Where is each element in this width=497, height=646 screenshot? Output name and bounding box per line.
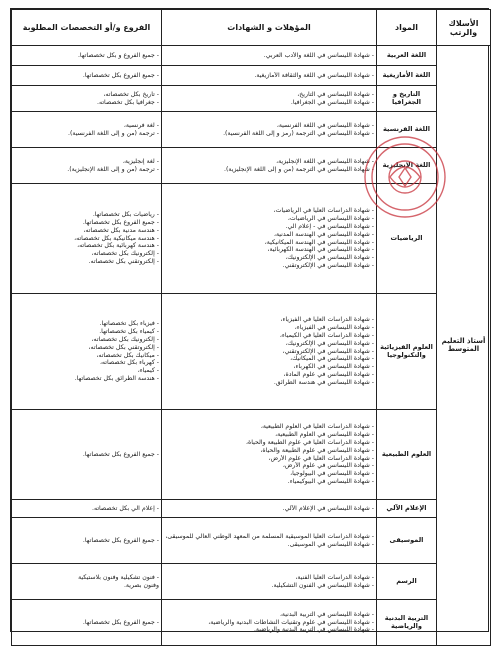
specialties-cell [12,46,162,66]
qualifications-cell [162,66,377,86]
specialty-item: - ترجمة (من و إلى اللغة الإنجليزية). [67,165,159,173]
specialty-item: - تاريخ بكل تخصصاته، [103,90,159,98]
specialties-cell [12,410,162,500]
subject-cell: التاريخ و الجغرافيا [377,86,437,112]
table-row [12,46,491,66]
specialties-cell [12,86,162,112]
specialty-item: - ميكانيك بكل تخصصاته، [96,351,159,359]
table-row [12,184,491,294]
qualification-item: - شهادة الليسانس في علوم الأرض، [282,462,374,470]
qualification-item: - شهادة الليسانس في علوم الطبيعة والحياة، [260,446,374,454]
qualification-item: - شهادة الليسانس في علوم المادة، [283,370,374,378]
subject-cell: العلوم الفيزيائية والتكنولوجيا [377,294,437,410]
specialty-item: - ترجمة (من و إلى اللغة الفرنسية). [68,129,159,137]
qualification-item: - شهادة الليسانس في اللغة والأدب العربي. [263,51,374,59]
qualification-item: - شهادة الليسانس في الإعلام الآلي. [282,504,374,512]
qualification-item: - شهادة الليسانس في الهندسة المدنية، [273,230,374,238]
qualification-item: - شهادة الليسانس في الرياضيات، [287,215,374,223]
specialties-cell [12,518,162,564]
table-row [12,564,491,600]
qualification-item: - شهادة الليسانس في التربية البدنية والرياضية. [253,626,374,634]
qualification-item: - شهادة الليسانس في - إعلام آلي. [285,222,374,230]
qualifications-cell [162,86,377,112]
qualification-item: - شهادة الليسانس في علوم وتقنيات النشاطات البدنية والرياضية، [208,618,374,626]
specialty-item: - كيمياء بكل تخصصاتها. [99,328,159,336]
table-row [12,66,491,86]
qualification-item: - شهادة الدراسات العليا الموسيقية المسلمة من المعهد الوطني العالي للموسيقى، [165,532,374,540]
qualification-item: - شهادة الليسانس في الإلكتروتقني، [282,347,374,355]
qualifications-cell [162,184,377,294]
subject-cell: اللغة العربية [377,46,437,66]
qualification-item: - شهادة الليسانس في البيولوجيا، [290,470,374,478]
specialty-item: وفنون بصرية. [123,581,159,589]
specialties-cell [12,148,162,184]
specialty-item: - لغة إنجليزية، [122,157,159,165]
table-row [12,112,491,148]
qualifications-cell [162,564,377,600]
header-specialties: الفروع و/أو التخصصات المطلوبة [12,10,162,46]
specialties-cell [12,564,162,600]
qualification-item: - شهادة الليسانس في الترجمة (رمز و إلى اللغة الفرنسية). [223,129,374,137]
qualification-item: - شهادة الدراسات العليا الفنية، [295,573,374,581]
specialty-item: - رياضيات بكل تخصصاتها. [92,211,159,219]
table-row [12,500,491,518]
qualification-item: - شهادة الليسانس في الفيزياء، [294,324,374,332]
specialties-cell [12,112,162,148]
specialty-item: - جميع الفروع بكل تخصصاتها. [82,618,159,626]
specialty-item: - هندسة مدنية بكل تخصصاته، [83,226,159,234]
qualifications-cell [162,600,377,646]
qualification-item: - شهادة الليسانس في اللغة الإنجليزية، [276,157,374,165]
specialty-item: - جميع الفروع بكل تخصصاتها. [82,450,159,458]
specialty-item: - فيزياء بكل تخصصاتها. [99,320,159,328]
specialty-item: - هندسة كهربائية بكل تخصصاته، [77,242,159,250]
qualification-item: - شهادة الليسانس في الكهرباء، [293,363,374,371]
qualification-item: - شهادة الليسانس في الإلكتروتقني. [282,261,374,269]
qualification-item: - شهادة الدراسات العليا في علوم الأرض، [268,454,374,462]
specialty-item: - إلكترونيك بكل تخصصاته، [91,335,159,343]
table-row [12,86,491,112]
qualification-item: - شهادة الليسانس في هندسة الطرائق. [273,378,374,386]
table-row [12,294,491,410]
qualification-item: - شهادة الليسانس في اللغة والثقافة الأمازيغية. [254,71,374,79]
qualification-item: - شهادة الليسانس في التربية البدنية، [279,610,374,618]
qualification-item: - شهادة الدراسات العليا في علوم الطبيعة والحياة، [246,438,374,446]
header-subject: المواد [377,10,437,46]
qualification-item: - شهادة الليسانس في الهندسة الكهربائية، [267,246,374,254]
specialty-item: - إلكتروتقني بكل تخصصاته، [88,343,159,351]
specialty-item: - كهرباء بكل تخصصاته، [99,359,159,367]
subject-cell: اللغة الإنجليزية [377,148,437,184]
specialties-cell [12,184,162,294]
subject-cell: التربية البدنية والرياضية [377,600,437,646]
specialties-cell [12,294,162,410]
subject-cell: الرياضيات [377,184,437,294]
specialty-item: - جميع الفروع بكل تخصصاتها. [82,71,159,79]
qualifications-cell [162,46,377,66]
table-row [12,518,491,564]
subject-cell: الموسيقى [377,518,437,564]
qualification-item: - شهادة الليسانس في العلوم الطبيعية، [275,431,374,439]
header-rank: الأسلاك والرتب [437,10,491,46]
specialties-cell [12,500,162,518]
qualification-item: - شهادة الليسانس في الترجمة (من و إلى اللغة الإنجليزية). [224,165,374,173]
qualification-item: - شهادة الليسانس في الهندسة الميكانيكية، [264,238,374,246]
subject-cell: اللغة الأمازيغية [377,66,437,86]
qualification-item: - شهادة الليسانس في الميكانيك، [290,355,374,363]
specialty-item: - إعلام آلي بكل تخصصاته. [92,504,159,512]
specialty-item: - فنون تشكيلية وفنون بلاستيكية [78,573,159,581]
rank-cell: أستاذ التعليم المتوسط [437,46,491,646]
subject-cell: الرسم [377,564,437,600]
specialty-item: - جميع الفروع بكل تخصصاتها. [82,219,159,226]
table-row [12,600,491,646]
qualification-item: - شهادة الليسانس في التاريخ، [297,90,374,98]
specialties-cell [12,66,162,86]
qualification-item: - شهادة الليسانس في الموسيقى. [287,540,374,548]
subject-cell: الإعلام الآلي [377,500,437,518]
specialty-item: - جميع الفروع بكل تخصصاتها. [82,536,159,544]
specialty-item: - جميع الفروع و بكل تخصصاتها. [77,51,159,59]
subject-cell: اللغة الفرنسية [377,112,437,148]
specialty-item: - إلكترونيك بكل تخصصاته، [91,250,159,258]
qualification-item: - شهادة الدراسات العليا في الفيزياء، [280,316,374,324]
qualifications-table [11,9,491,646]
qualification-item: - شهادة الدراسات العليا في الكيمياء، [279,332,374,339]
qualification-item: - شهادة الليسانس في الفنون التشكيلية. [271,581,374,589]
qualification-item: - شهادة الدراسات العليا في الرياضيات، [273,207,374,215]
specialty-item: - هندسة الطرائق بكل تخصصاتها. [74,374,159,382]
header-qualifications: المؤهلات و الشهادات [162,10,377,46]
qualification-item: - شهادة الدراسات العليا في العلوم الطبيعية، [260,423,374,431]
qualifications-cell [162,518,377,564]
qualification-item: - شهادة الليسانس في اللغة الفرنسية، [276,121,374,129]
qualifications-cell [162,410,377,500]
specialty-item: - كيمياء، [137,367,159,375]
qualifications-cell [162,148,377,184]
specialty-item: - لغة فرنسية، [123,121,159,129]
specialty-item: - جغرافيا بكل تخصصاته. [97,98,159,106]
qualification-item: - شهادة الليسانس في الإلكترونيك، [285,254,374,262]
specialties-cell [12,600,162,646]
document-page [10,8,489,632]
table-row [12,410,491,500]
qualifications-cell [162,112,377,148]
specialty-item: - إلكتروتقني بكل تخصصاته. [88,257,159,265]
qualification-item: - شهادة الليسانس في الجغرافيا. [290,98,374,106]
qualification-item: - شهادة الليسانس في البيوكيمياء. [287,477,374,485]
table-row [12,148,491,184]
qualifications-cell [162,294,377,410]
qualifications-cell [162,500,377,518]
qualification-item: - شهادة الليسانس في الإلكترونيك، [285,339,374,347]
subject-cell: العلوم الطبيعية [377,410,437,500]
specialty-item: - هندسة ميكانيكية بكل تخصصاته، [74,234,159,242]
